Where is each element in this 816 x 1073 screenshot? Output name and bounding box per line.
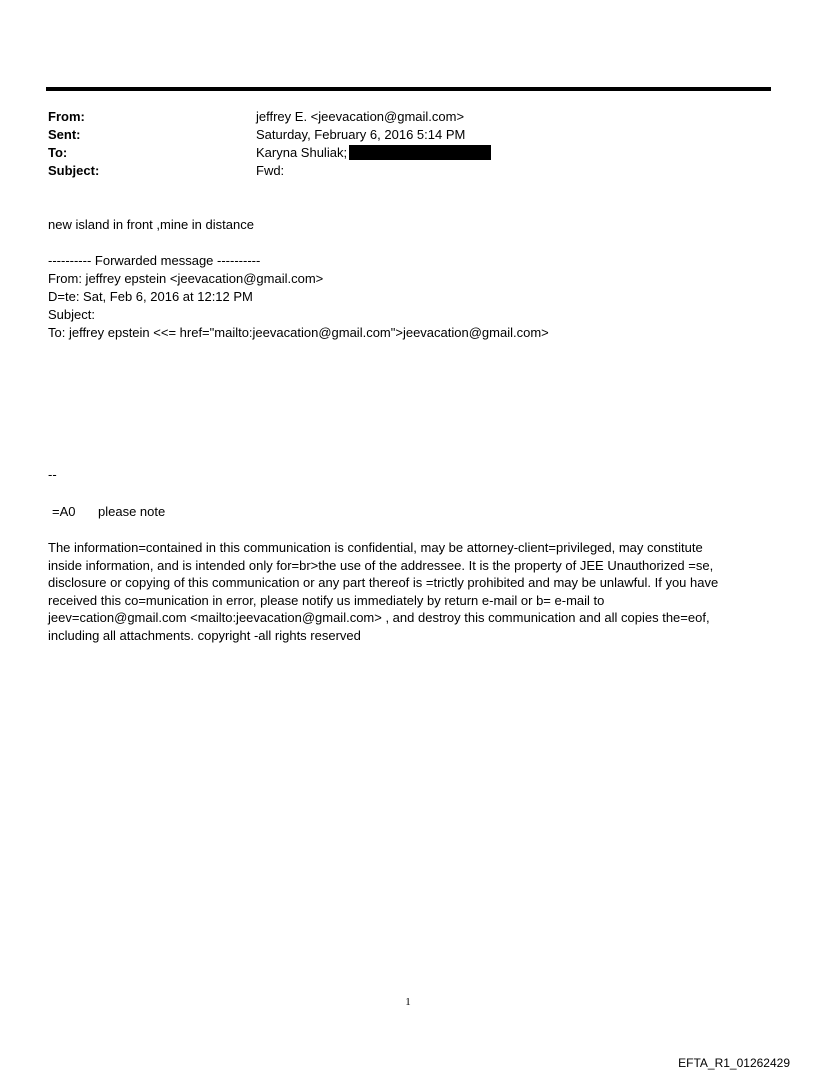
- header-rule: [46, 87, 771, 91]
- disclaimer-line: inside information, and is intended only for=br>the use of the addressee. It is the property of JEE Unauthorized =se,: [48, 557, 714, 573]
- redaction-bar: [349, 145, 491, 160]
- signature-separator: --: [48, 467, 57, 482]
- forwarded-divider: ---------- Forwarded message ----------: [48, 253, 261, 268]
- disclaimer-line: received this co=munication in error, please notify us immediately by return e-mail or b= e-mail to: [48, 592, 605, 608]
- disclaimer-line: including all attachments. copyright -all rights reserved: [48, 627, 361, 643]
- note-line: [52, 504, 165, 520]
- forwarded-from: From: jeffrey epstein <jeevacation@gmail.com>: [48, 271, 324, 286]
- forwarded-to: To: jeffrey epstein <<= href="mailto:jeevacation@gmail.com">jeevacation@gmail.com>: [48, 325, 549, 340]
- from-label: From:: [48, 109, 85, 124]
- from-value: jeffrey E. <jeevacation@gmail.com>: [256, 109, 465, 124]
- disclaimer-line: jeev=cation@gmail.com <mailto:jeevacation@gmail.com> , and destroy this communication and all copies the=eof,: [48, 610, 710, 625]
- subject-label: Subject:: [48, 163, 100, 178]
- disclaimer: [48, 539, 768, 644]
- forwarded-subject: Subject:: [48, 307, 95, 322]
- sent-value: Saturday, February 6, 2016 5:14 PM: [256, 127, 466, 142]
- note-prefix: =A0: [52, 504, 76, 519]
- disclaimer-line: The information=contained in this communication is confidential, may be attorney-client=privileged, may constitute: [48, 540, 703, 555]
- note-text: please note: [98, 504, 166, 519]
- disclaimer-line: disclosure or copying of this communication or any part thereof is =trictly prohibited and may be unlawful. If you have: [48, 575, 719, 590]
- forwarded-date: D=te: Sat, Feb 6, 2016 at 12:12 PM: [48, 289, 253, 304]
- to-field: [256, 145, 491, 161]
- document-id: EFTA_R1_01262429: [678, 1056, 790, 1070]
- subject-value: Fwd:: [256, 163, 285, 178]
- body-intro: new island in front ,mine in distance: [48, 217, 254, 232]
- to-value: Karyna Shuliak;: [256, 145, 348, 160]
- page-number: 1: [405, 996, 411, 1008]
- sent-label: Sent:: [48, 127, 81, 142]
- to-label: To:: [48, 145, 68, 160]
